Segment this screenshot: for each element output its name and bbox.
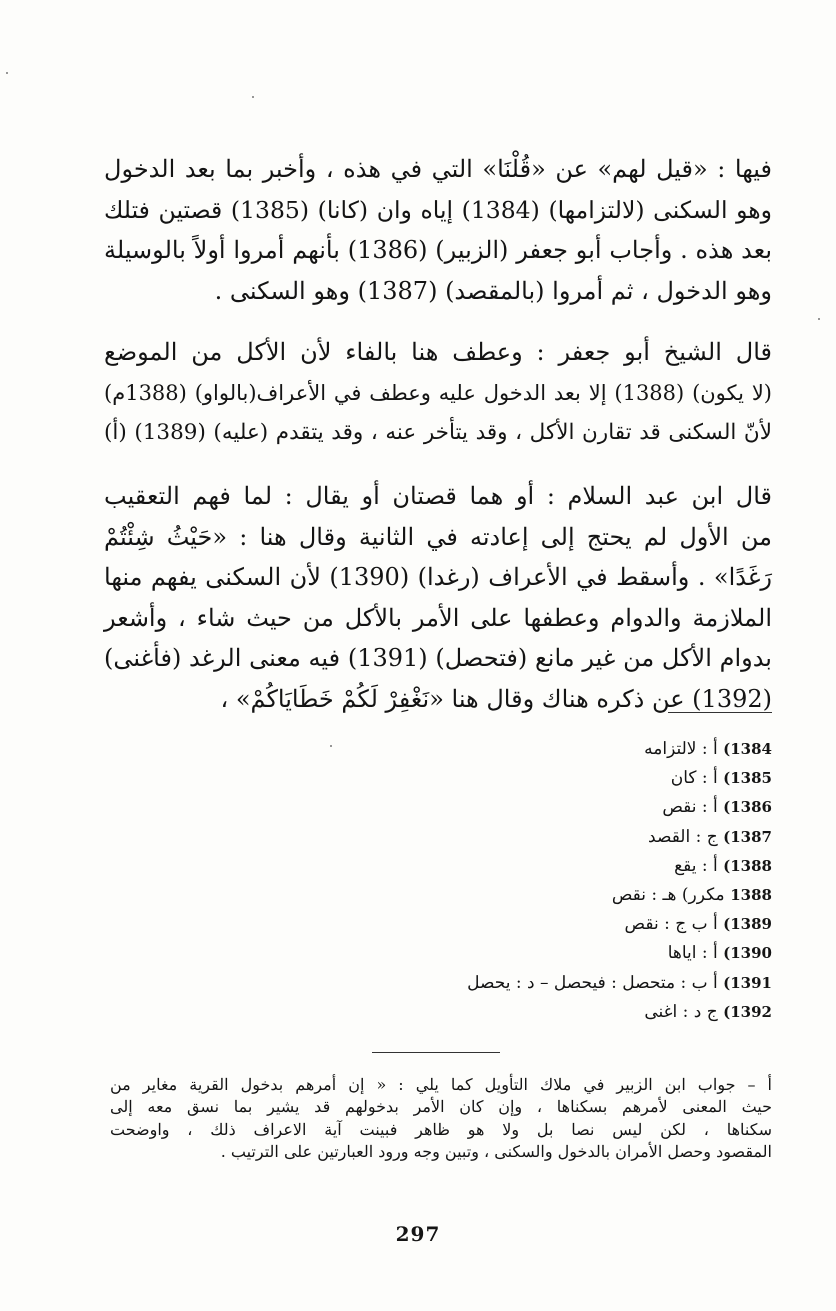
footnote-item xyxy=(380,998,772,1027)
footnote-text: ج د : اغنى xyxy=(644,1001,718,1022)
footnote-item xyxy=(380,823,772,852)
paragraph-line: وهو الدخول ، ثم أمروا (بالمقصد) (1387) وهو السكنى . xyxy=(214,276,772,305)
footnote-number: 1388) xyxy=(723,856,772,875)
footnote-text: أ : لالتزامه xyxy=(644,739,718,759)
footnote-number: 1384) xyxy=(723,740,772,758)
paragraph-line: بعد هذه . وأجاب أبو جعفر (الزبير) (1386) بأنهم أمروا أولاً بالوسيلة xyxy=(104,236,773,265)
paragraph-line: رَغَدًا» . وأسقط في الأعراف (رغدا) (1390) لأن السكنى يفهم منها xyxy=(104,563,772,592)
footnote-text: ج : القصد xyxy=(648,826,718,847)
footnote-item xyxy=(380,881,772,910)
footnote-list xyxy=(380,735,772,1027)
paragraph-2 xyxy=(104,332,772,454)
footnote-number: 1388 xyxy=(730,886,772,905)
footnote-text: مكرر) هـ : نقص xyxy=(611,885,725,906)
paragraph-line: لأنّ السكنى قد تقارن الأكل ، وقد يتأخر عنه ، وقد يتقدم (عليه) (1389) (أ) xyxy=(104,420,772,446)
paragraph-line: (1392) عن ذكره هناك وقال هنا «نَغْفِرْ لَكُمْ خَطَايَاكُمْ» ، xyxy=(220,684,772,713)
paragraph-3 xyxy=(104,476,772,720)
footnote-item xyxy=(380,939,772,968)
gloss-line: المقصود وحصل الأمران بالدخول والسكنى ، وتبين وجه ورود العبارتين على الترتيب . xyxy=(220,1142,772,1162)
footnote-divider xyxy=(668,712,772,713)
footnote-number: 1385) xyxy=(723,769,772,788)
page-number: 297 xyxy=(395,1222,441,1246)
footnote-number: 1386) xyxy=(723,798,772,817)
paragraph-line: قال الشيخ أبو جعفر : وعطف هنا بالفاء لأن الأكل من الموضع xyxy=(104,338,772,366)
paragraph-1 xyxy=(104,149,772,311)
footnote-text: أ ب ج : نقص xyxy=(624,914,718,935)
footnote-item xyxy=(380,735,772,764)
footnote-number: 1389) xyxy=(723,915,772,934)
paragraph-line: الملازمة والدوام وعطفها على الأمر بالأكل من حيث شاء ، وأشعر xyxy=(104,603,772,632)
footnote-number: 1390) xyxy=(723,944,772,963)
speck xyxy=(818,318,820,320)
footnote-item xyxy=(380,852,772,881)
paragraph-line: من الأول لم يحتج إلى إعادته في الثانية وقال هنا : «حَيْثُ شِئْتُمْ xyxy=(104,522,772,551)
paragraph-line: قال ابن عبد السلام : أو هما قصتان أو يقال : لما فهم التعقيب xyxy=(104,482,772,510)
speck xyxy=(330,745,332,747)
paragraph-line: وهو السكنى (لالتزامها) (1384) إياه وان (كانا) (1385) قصتين فتلك xyxy=(104,195,772,224)
gloss-line: حيث المعنى لأمرهم بسكناها ، وإن كان الأمر بدخولهم قد يشير بما نسق معه إلى xyxy=(110,1097,772,1117)
paragraph-line: فيها : «قيل لهم» عن «قُلْنَا» التي في هذه ، وأخبر بما بعد الدخول xyxy=(104,155,772,183)
footnote-item xyxy=(380,969,772,998)
footnote-item xyxy=(380,793,772,822)
speck xyxy=(252,96,254,98)
footnote-item xyxy=(380,764,772,793)
footnote-text: أ : يقع xyxy=(674,855,718,876)
paragraph-line: (لا يكون) (1388) إلا بعد الدخول عليه وعطف في الأعراف(بالواو) (1388م) xyxy=(104,380,772,405)
footnote-number: 1392) xyxy=(723,1002,772,1021)
speck xyxy=(6,72,8,74)
footnote-text: أ : اياها xyxy=(667,943,718,964)
gloss-note xyxy=(110,1074,772,1164)
gloss-line: سكناها ، لكن ليس نصا بل ولا هو ظاهر فبينت آية الاعراف ذلك ، واوضحت xyxy=(110,1119,772,1139)
footnote-number: 1391) xyxy=(723,973,772,992)
paragraph-line: بدوام الأكل من غير مانع (فتحصل) (1391) فيه معنى الرغد (فأغنى) xyxy=(104,644,772,673)
footnote-text: أ : نقص xyxy=(662,797,718,818)
footnote-item xyxy=(380,910,772,939)
footnote-text: أ ب : متحصل : فيحصل – د : يحصل xyxy=(467,972,718,993)
gloss-line: أ – جواب ابن الزبير في ملاك التأويل كما يلي : « إن أمرهم بدخول القرية مغاير من xyxy=(110,1075,772,1094)
gloss-divider xyxy=(372,1052,500,1053)
footnote-number: 1387) xyxy=(723,827,772,846)
footnote-text: أ : كان xyxy=(670,768,718,789)
